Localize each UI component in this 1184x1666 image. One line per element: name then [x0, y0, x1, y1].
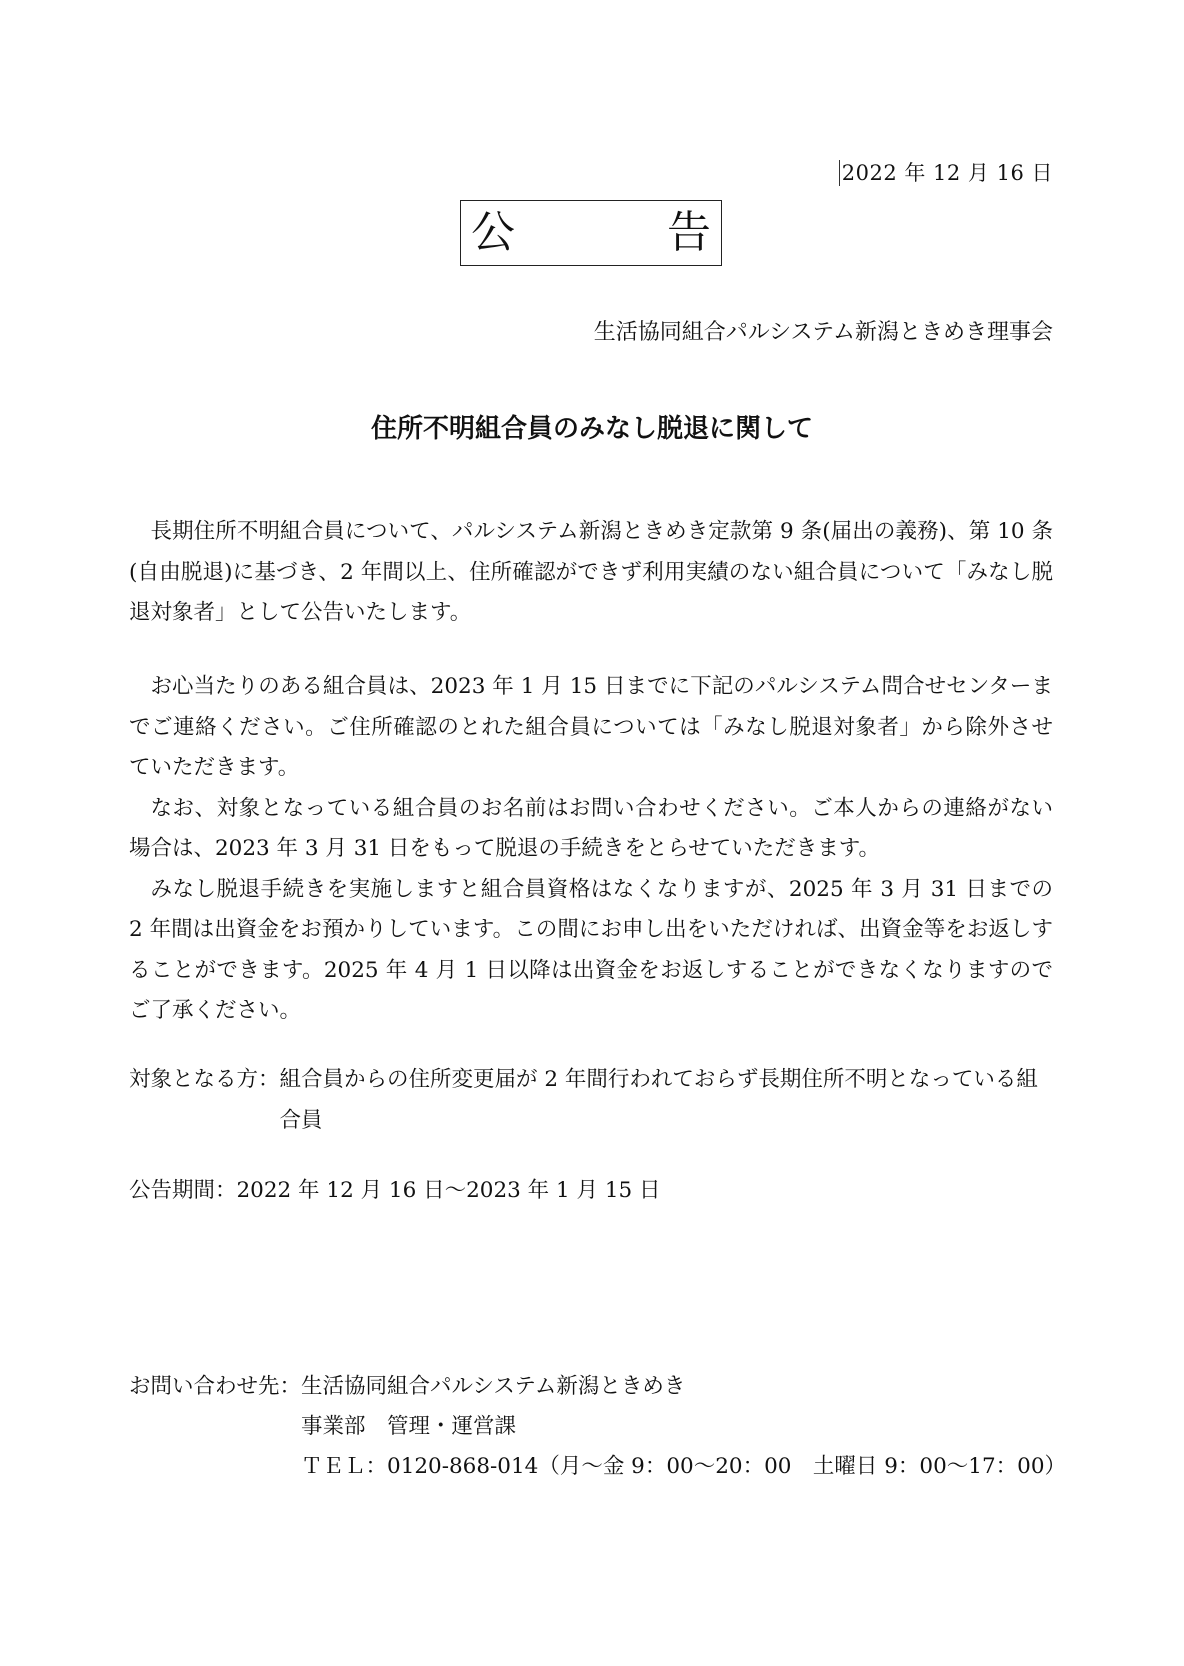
issue-date: 2022 年 12 月 16 日: [839, 160, 1053, 186]
paragraph-1: 長期住所不明組合員について、パルシステム新潟ときめき定款第 9 条(届出の義務)、第 10 条(自由脱退)に基づき、2 年間以上、住所確認ができず利用実績のない組合員について「みなし脱退対象者」として公告いたします。: [129, 519, 1053, 625]
document-title: 住所不明組合員のみなし脱退に関して: [370, 414, 813, 444]
notice-heading-box: [460, 200, 722, 266]
contact-details: [301, 1367, 1066, 1487]
body-section-1: [129, 512, 1053, 634]
paragraph-4: みなし脱退手続きを実施しますと組合員資格はなくなりますが、2025 年 3 月 31 日までの 2 年間は出資金をお預かりしています。この間にお申し出をいただければ、出資金等をお返しすることができます。2025 年 4 月 1 日以降は出資金をお返しすることができなくなりますのでご了承ください。: [129, 876, 1053, 1023]
contact-section: [129, 1367, 1066, 1487]
target-section: [129, 1060, 1053, 1141]
contact-label: お問い合わせ先：: [129, 1374, 302, 1399]
contact-telephone: ＴＥＬ：0120-868-014（月～金 9：00～20：00 土曜日 9：00～17：00）: [301, 1454, 1067, 1479]
contact-organization: 生活協同組合パルシステム新潟ときめき: [301, 1374, 686, 1399]
notice-heading-char-2: 告: [667, 207, 711, 258]
paragraph-3: なお、対象となっている組合員のお名前はお問い合わせください。ご本人からの連絡がない場合は、2023 年 3 月 31 日をもって脱退の手続きをとらせていただきます。: [129, 795, 1053, 861]
contact-department: 事業部 管理・運営課: [301, 1414, 517, 1439]
issuer-name: 生活協同組合パルシステム新潟ときめき理事会: [593, 320, 1053, 345]
target-value: 組合員からの住所変更届が 2 年間行われておらず長期住所不明となっている組合員: [279, 1067, 1038, 1133]
notice-heading-char-1: 公: [471, 207, 515, 258]
notice-period: 公告期間：2022 年 12 月 16 日～2023 年 1 月 15 日: [129, 1178, 661, 1203]
body-section-2: [129, 667, 1053, 1032]
paragraph-2: お心当たりのある組合員は、2023 年 1 月 15 日までに下記のパルシステム問合せセンターまでご連絡ください。ご住所確認のとれた組合員については「みなし脱退対象者」から除外させていただきます。: [129, 674, 1053, 780]
target-label: 対象となる方：: [129, 1067, 280, 1092]
